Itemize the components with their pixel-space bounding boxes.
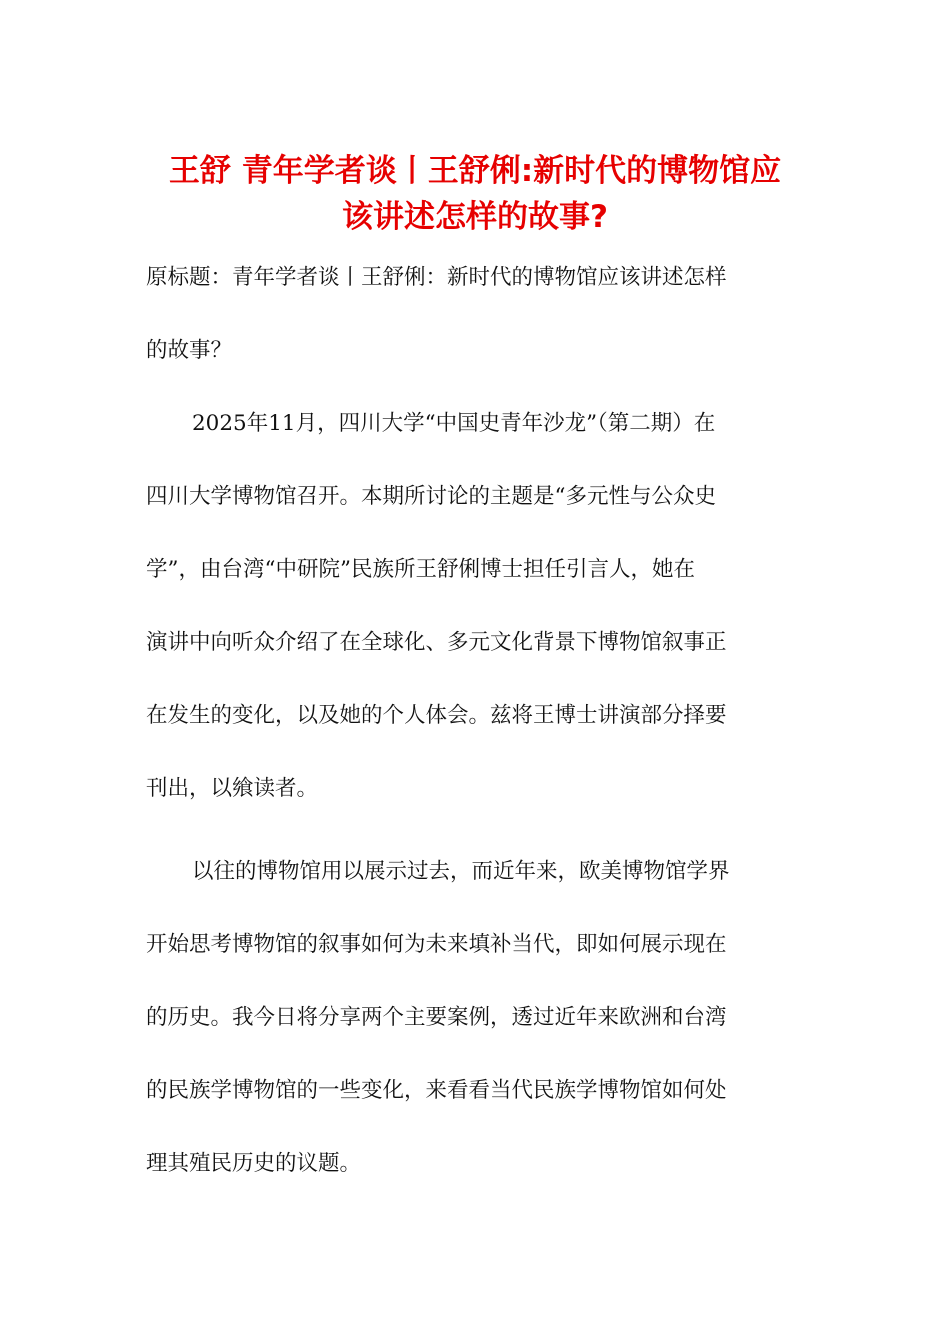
- paragraph-line: 开始思考博物馆的叙事如何为未来填补当代，即如何展示现在: [146, 932, 727, 957]
- document-title: [110, 148, 840, 240]
- paragraph-line: 的民族学博物馆的一些变化，来看看当代民族学博物馆如何处: [146, 1078, 727, 1103]
- paragraph-line: 的故事？: [146, 338, 233, 363]
- body-paragraph: [146, 835, 806, 1200]
- intro-paragraph: [146, 387, 806, 825]
- title-line-1: 王舒 青年学者谈丨王舒俐:新时代的博物馆应: [168, 153, 782, 189]
- paragraph-line: 四川大学博物馆召开。本期所讨论的主题是“多元性与公众史: [146, 484, 716, 509]
- paragraph-line: 原标题：青年学者谈丨王舒俐：新时代的博物馆应该讲述怎样: [146, 265, 727, 290]
- paragraph-line: 2025年11月，四川大学“中国史青年沙龙”（第二期）在: [192, 411, 716, 436]
- paragraph-line: 理其殖民历史的议题。: [146, 1151, 362, 1176]
- original-title-paragraph: [146, 241, 806, 387]
- paragraph-line: 学”，由台湾“中研院”民族所王舒俐博士担任引言人，她在: [146, 557, 695, 582]
- title-line-2: 该讲述怎样的故事?: [342, 199, 608, 235]
- paragraph-line: 刊出，以飨读者。: [146, 776, 319, 801]
- paragraph-line: 以往的博物馆用以展示过去，而近年来，欧美博物馆学界: [192, 859, 730, 884]
- paragraph-line: 的历史。我今日将分享两个主要案例，透过近年来欧洲和台湾: [146, 1005, 727, 1030]
- paragraph-line: 演讲中向听众介绍了在全球化、多元文化背景下博物馆叙事正: [146, 630, 727, 655]
- paragraph-line: 在发生的变化，以及她的个人体会。兹将王博士讲演部分择要: [146, 703, 727, 728]
